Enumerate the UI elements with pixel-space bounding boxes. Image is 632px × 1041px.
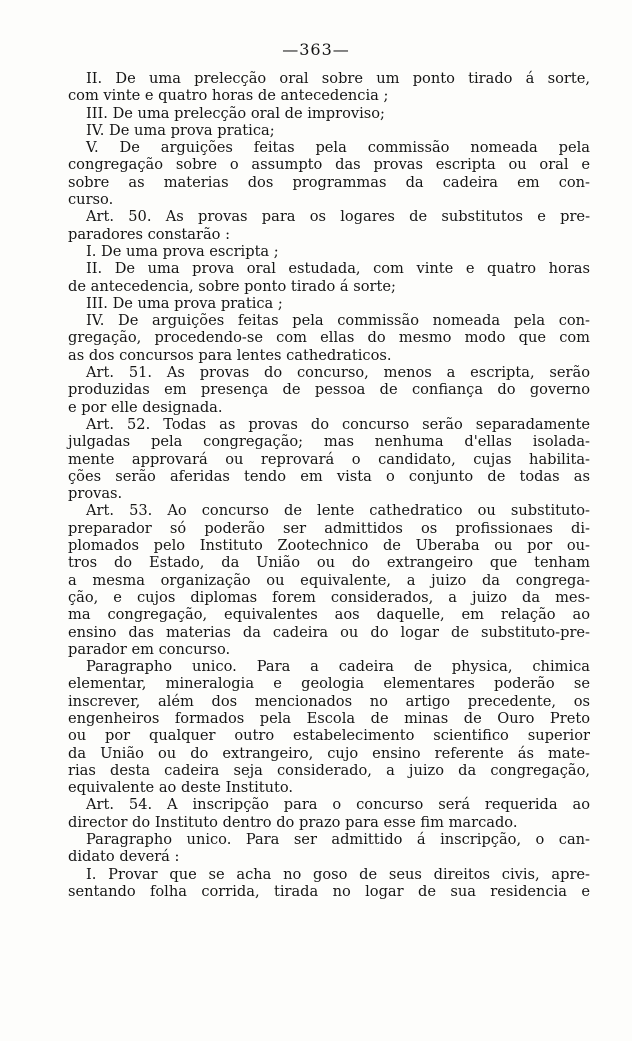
text-line: sentando folha corrida, tirada no logar de sua residencia e — [68, 882, 590, 900]
text-line: curso. — [68, 191, 114, 209]
text-line: Art. 54. A inscripção para o concurso será requerida ao — [86, 796, 590, 814]
text-line: didato deverá : — [68, 848, 180, 866]
text-line: Art. 50. As provas para os logares de substitutos e pre- — [86, 208, 590, 226]
text-line: ções serão aferidas tendo em vista o conjunto de todas as — [68, 467, 590, 485]
text-line: da União ou do extrangeiro, cujo ensino referente ás mate- — [68, 744, 590, 762]
text-line: rias desta cadeira seja considerado, a juizo da congregação, — [68, 761, 590, 779]
text-line: congregação sobre o assumpto das provas escripta ou oral e — [68, 156, 590, 174]
text-line: director do Instituto dentro do prazo para esse fim marcado. — [68, 813, 518, 831]
text-line: as dos concursos para lentes cathedraticos. — [68, 346, 392, 364]
text-line: de antecedencia, sobre ponto tirado á sorte; — [68, 277, 396, 295]
text-line: a mesma organização ou equivalente, a juizo da congrega- — [68, 571, 590, 589]
text-line: e por elle designada. — [68, 398, 223, 416]
text-line: II. De uma prelecção oral sobre um ponto tirado á sorte, — [86, 70, 590, 87]
text-line: paradores constarão : — [68, 225, 231, 243]
text-line: III. De uma prova pratica ; — [86, 294, 283, 312]
text-line: III. De uma prelecção oral de improviso; — [86, 104, 385, 122]
text-line: julgadas pela congregação; mas nenhuma d'ellas isolada- — [68, 433, 590, 451]
text-line: provas. — [68, 485, 123, 503]
text-line: Art. 53. Ao concurso de lente cathedratico ou substituto- — [86, 502, 590, 520]
text-line: Art. 51. As provas do concurso, menos a escripta, serão — [86, 364, 590, 382]
text-line: II. De uma prova oral estudada, com vinte e quatro horas — [86, 260, 590, 278]
text-line: IV. De uma prova pratica; — [86, 121, 275, 139]
text-line: parador em concurso. — [68, 640, 231, 658]
text-line: plomados pelo Instituto Zootechnico de Uberaba ou por ou- — [68, 537, 590, 555]
text-line: inscrever, além dos mencionados no artigo precedente, os — [68, 692, 590, 710]
text-line: sobre as materias dos programmas da cadeira em con- — [68, 173, 590, 191]
text-line: ensino das materias da cadeira ou do logar de substituto-pre- — [68, 623, 590, 641]
text-line: Paragrapho unico. Para ser admittido á inscripção, o can- — [86, 831, 590, 849]
text-line: preparador só poderão ser admittidos os profissionaes di- — [68, 519, 590, 537]
text-line: equivalente ao deste Instituto. — [68, 779, 294, 797]
text-line: engenheiros formados pela Escola de minas de Ouro Preto — [68, 709, 590, 727]
body-text — [68, 70, 590, 900]
text-line: ma congregação, equivalentes aos daquelle, em relação ao — [68, 606, 590, 624]
text-line: Art. 52. Todas as provas do concurso serão separadamente — [86, 415, 590, 433]
text-line: I. Provar que se acha no goso de seus direitos civis, apre- — [86, 865, 590, 883]
text-line: ou por qualquer outro estabelecimento scientifico superior — [68, 727, 590, 745]
text-line: IV. De arguições feitas pela commissão nomeada pela con- — [86, 312, 590, 330]
text-line: elementar, mineralogia e geologia elementares poderão se — [68, 675, 590, 693]
text-line: I. De uma prova escripta ; — [86, 242, 279, 260]
text-line: produzidas em presença de pessoa de confiança do governo — [68, 381, 590, 399]
text-line: Paragrapho unico. Para a cadeira de physica, chimica — [86, 658, 590, 676]
text-line: com vinte e quatro horas de antecedencia ; — [68, 87, 389, 105]
text-line: mente approvará ou reprovará o candidato, cujas habilita- — [68, 450, 590, 468]
page-number: —363— — [282, 40, 350, 59]
text-line: V. De arguições feitas pela commissão nomeada pela — [86, 139, 590, 157]
text-line: ção, e cujos diplomas forem considerados, a juizo da mes- — [68, 588, 590, 606]
text-line: gregação, procedendo-se com ellas do mesmo modo que com — [68, 329, 590, 347]
text-line: tros do Estado, da União ou do extrangeiro que tenham — [68, 554, 590, 572]
